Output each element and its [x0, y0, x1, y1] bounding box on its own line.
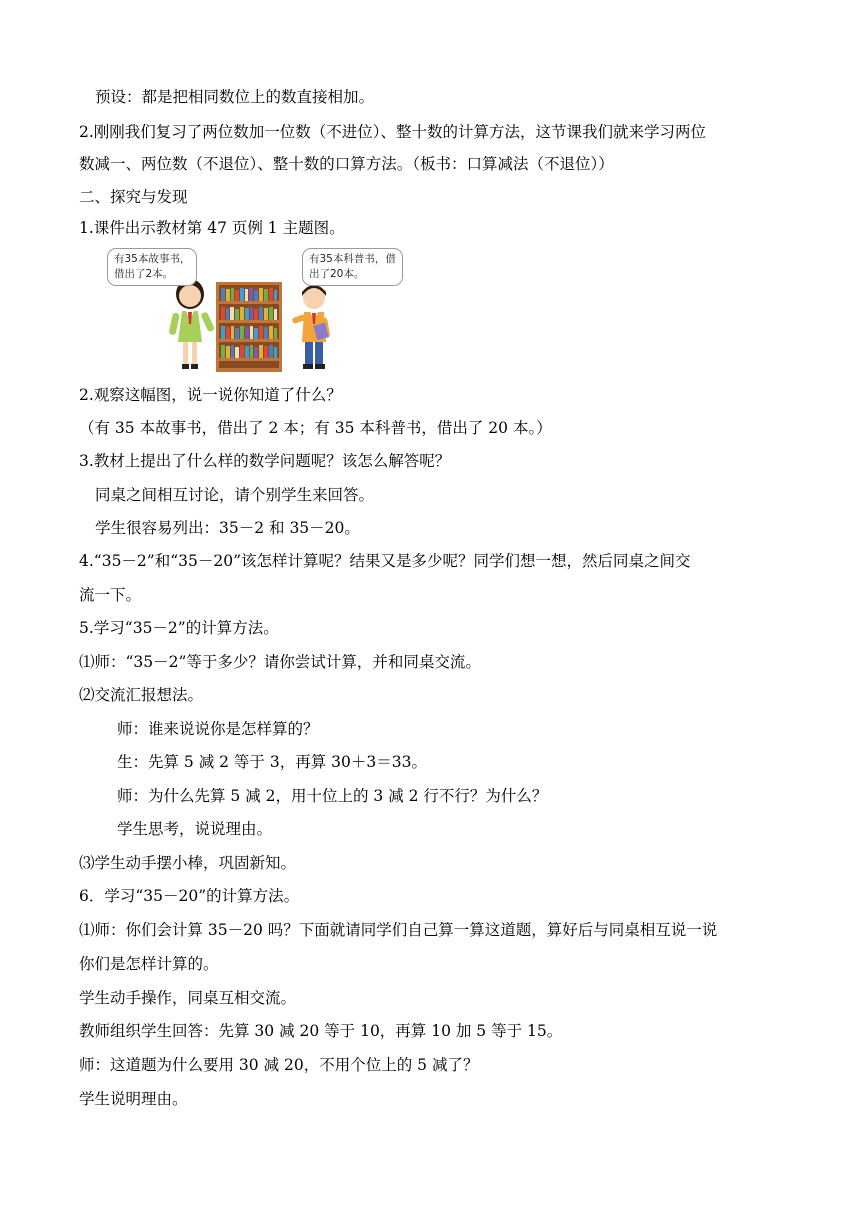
text-line: 预设：都是把相同数位上的数直接相加。: [95, 88, 375, 106]
text-line: 1.课件出示教材第 47 页例 1 主题图。: [79, 219, 345, 237]
text-line: 生：先算 5 减 2 等于 3，再算 30＋3＝33。: [117, 753, 427, 771]
bubble-text: 有35本科普书，借: [309, 253, 396, 265]
text-line: ⑶学生动手摆小棒，巩固新知。: [79, 854, 297, 872]
text-line: ⑴师：“35－2”等于多少？请你尝试计算，并和同桌交流。: [79, 653, 481, 671]
boy-figure: [291, 285, 330, 369]
text-line: 你们是怎样计算的。: [79, 955, 219, 973]
text-line: 学生很容易列出：35－2 和 35－20。: [95, 519, 360, 537]
text-line: 学生说明理由。: [79, 1090, 188, 1108]
text-line: 3.教材上提出了什么样的数学问题呢？该怎么解答呢？: [79, 452, 451, 470]
text-line: 5.学习“35－2”的计算方法。: [79, 619, 279, 637]
text-line: 6．学习“35－20”的计算方法。: [79, 887, 300, 905]
bubble-text: 借出了2本。: [114, 268, 174, 280]
text-line: 4.“35－2”和“35－20”该怎样计算呢？结果又是多少呢？同学们想一想，然后同桌之间交: [79, 552, 691, 570]
section-heading: 二、探究与发现: [79, 188, 188, 206]
text-line: 学生动手操作，同桌互相交流。: [79, 989, 297, 1007]
textbook-illustration: [102, 238, 424, 374]
text-line: 同桌之间相互讨论，请个别学生来回答。: [95, 486, 375, 504]
text-line: 师：这道题为什么要用 30 减 20，不用个位上的 5 减了？: [79, 1056, 479, 1074]
text-line: 学生思考，说说理由。: [117, 820, 273, 838]
text-line: 师：谁来说说你是怎样算的？: [117, 720, 319, 738]
text-line: 2.刚刚我们复习了两位数加一位数（不进位）、整十数的计算方法，这节课我们就来学习两位: [79, 123, 707, 141]
girl-speech-bubble: [107, 248, 197, 286]
text-line: ⑵交流汇报想法。: [79, 686, 204, 704]
text-line: ⑴师：你们会计算 35－20 吗？下面就请同学们自己算一算这道题，算好后与同桌相互说一说: [79, 921, 718, 939]
text-line: 师：为什么先算 5 减 2，用十位上的 3 减 2 行不行？为什么？: [117, 787, 548, 805]
text-line: 数减一、两位数（不退位）、整十数的口算方法。（板书：口算减法（不退位））: [79, 155, 614, 173]
bubble-text: 出了20本。: [309, 268, 365, 280]
text-line: 教师组织学生回答：先算 30 减 20 等于 10，再算 10 加 5 等于 15。: [79, 1022, 563, 1040]
girl-figure: [168, 279, 215, 369]
text-line: 流一下。: [79, 586, 142, 604]
bookshelf: [216, 282, 282, 372]
text-line: 2.观察这幅图，说一说你知道了什么？: [79, 386, 342, 404]
text-line: （有 35 本故事书，借出了 2 本；有 35 本科普书，借出了 20 本。）: [79, 419, 552, 437]
bubble-text: 有35本故事书，: [114, 253, 191, 265]
boy-speech-bubble: [302, 248, 403, 286]
